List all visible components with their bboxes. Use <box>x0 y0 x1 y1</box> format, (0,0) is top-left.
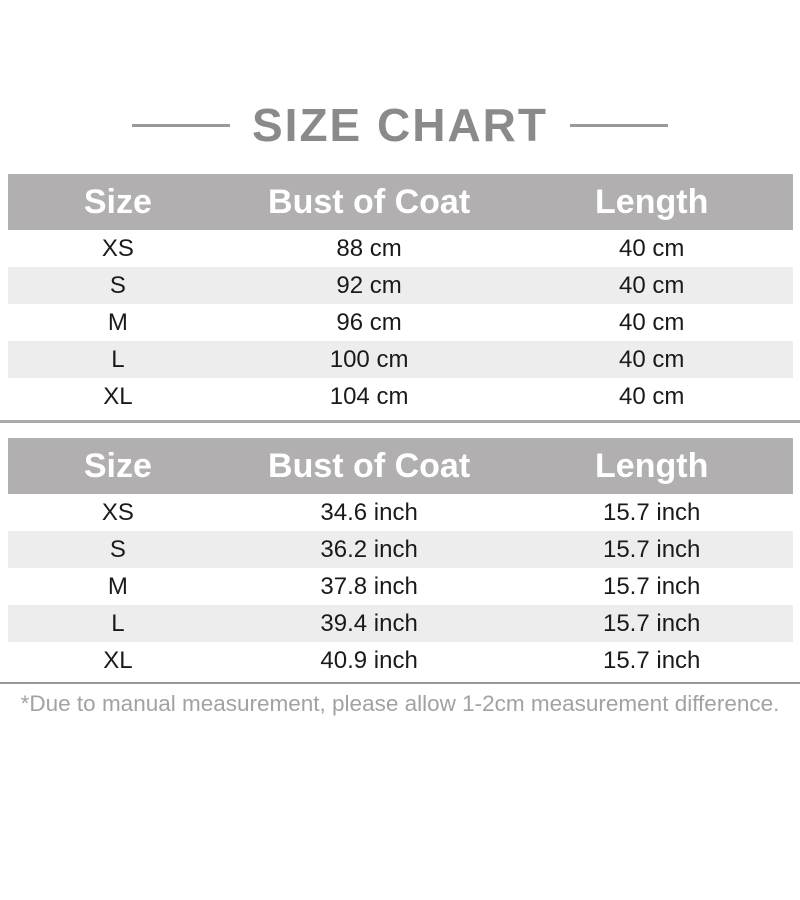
size-table-inch <box>8 438 793 679</box>
size-chart-page <box>0 100 800 717</box>
title-block <box>0 100 800 150</box>
cell-size: XS <box>101 234 134 262</box>
table-row <box>8 568 793 605</box>
table-row <box>8 378 793 415</box>
cell-length: 15.7 inch <box>602 646 701 674</box>
cell-length: 40 cm <box>619 382 685 410</box>
cell-length: 40 cm <box>619 345 685 373</box>
cell-size: L <box>111 345 125 373</box>
cell-size: XL <box>103 382 133 410</box>
cell-bust: 92 cm <box>336 271 402 299</box>
footer-divider-line <box>0 682 800 684</box>
cell-bust: 88 cm <box>336 234 402 262</box>
table-header-row <box>8 174 793 230</box>
title-line-right <box>570 124 668 127</box>
cell-size: M <box>107 308 128 336</box>
cell-length: 40 cm <box>619 271 685 299</box>
cell-size: XL <box>103 646 133 674</box>
cell-bust: 100 cm <box>329 345 409 373</box>
cell-size: S <box>109 271 126 299</box>
cell-bust: 34.6 inch <box>320 498 418 526</box>
cell-length: 40 cm <box>619 234 685 262</box>
cell-size: L <box>111 609 125 637</box>
header-cell-bust: Bust of Coat <box>268 446 471 485</box>
cell-bust: 39.4 inch <box>320 609 418 637</box>
measurement-disclaimer: *Due to manual measurement, please allow 1-2cm measurement difference. <box>20 691 780 716</box>
table-row <box>8 267 793 304</box>
cell-size: M <box>107 572 128 600</box>
header-cell-bust: Bust of Coat <box>268 182 471 221</box>
table-row <box>8 531 793 568</box>
cell-length: 15.7 inch <box>602 535 701 563</box>
cell-bust: 37.8 inch <box>320 572 418 600</box>
cell-length: 15.7 inch <box>602 572 701 600</box>
header-cell-length: Length <box>595 446 709 485</box>
cell-size: S <box>109 535 126 563</box>
cell-bust: 40.9 inch <box>320 646 418 674</box>
header-cell-length: Length <box>595 182 709 221</box>
cell-bust: 36.2 inch <box>320 535 418 563</box>
size-table-cm <box>8 174 793 415</box>
header-cell-size: Size <box>83 446 152 485</box>
cell-length: 15.7 inch <box>602 609 701 637</box>
header-cell-size: Size <box>83 182 152 221</box>
table-row <box>8 642 793 679</box>
table-row <box>8 494 793 531</box>
table-row <box>8 304 793 341</box>
table-row <box>8 230 793 267</box>
cell-length: 40 cm <box>619 308 685 336</box>
cell-bust: 96 cm <box>336 308 402 336</box>
table-row <box>8 341 793 378</box>
table-divider-line <box>0 420 800 423</box>
table-row <box>8 605 793 642</box>
title-line-left <box>132 124 230 127</box>
cell-length: 15.7 inch <box>602 498 701 526</box>
table-header-row <box>8 438 793 494</box>
page-title: SIZE CHART <box>252 99 548 151</box>
cell-bust: 104 cm <box>329 382 409 410</box>
cell-size: XS <box>101 498 134 526</box>
